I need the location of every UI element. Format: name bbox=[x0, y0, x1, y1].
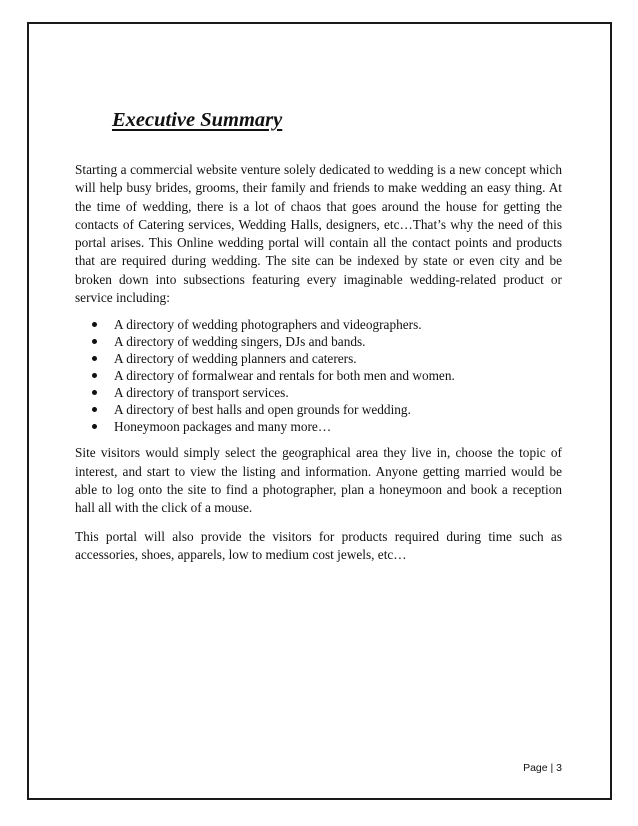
bullet-icon bbox=[92, 339, 97, 344]
list-item-text: A directory of transport services. bbox=[114, 385, 289, 401]
page-number: Page | 3 bbox=[523, 762, 562, 774]
visitors-paragraph: Site visitors would simply select the geographical area they live in, choose the topic of interest, and start to view the listing and information. Anyone getting married would be able to log onto the site to find a photographer, plan a honeymoon and book a reception hall all with the click of a mouse. bbox=[75, 445, 562, 516]
page-title: Executive Summary bbox=[112, 109, 283, 131]
document-body bbox=[75, 106, 562, 564]
bullet-icon bbox=[92, 356, 97, 361]
portal-paragraph: This portal will also provide the visitors for products required during time such as accessories, shoes, apparels, low to medium cost jewels, etc… bbox=[75, 528, 562, 562]
list-item bbox=[75, 384, 562, 401]
list-item-text: A directory of best halls and open grounds for wedding. bbox=[114, 402, 411, 418]
bullet-icon bbox=[92, 373, 97, 378]
list-item bbox=[75, 367, 562, 384]
bullet-list bbox=[75, 316, 562, 435]
list-item-text: A directory of wedding singers, DJs and bands. bbox=[114, 334, 366, 350]
list-item bbox=[75, 333, 562, 350]
bullet-icon bbox=[92, 390, 97, 395]
list-item bbox=[75, 418, 562, 435]
bullet-icon bbox=[92, 322, 97, 327]
list-item bbox=[75, 350, 562, 367]
list-item-text: A directory of wedding planners and caterers. bbox=[114, 351, 357, 367]
intro-paragraph: Starting a commercial website venture solely dedicated to wedding is a new concept which will help busy brides, grooms, their family and friends to make wedding an easy thing. At the time of wedding, there is a lot of chaos that goes around the house for getting the contacts of Catering services, Wedding Halls, designers, etc…That’s why the need of this portal arises. This Online wedding portal will contain all the contact points and products that are required during wedding. The site can be indexed by state or even city and be broken down into subsections featuring every imaginable wedding-related product or service including: bbox=[75, 162, 562, 306]
list-item-text: Honeymoon packages and many more… bbox=[114, 419, 332, 435]
bullet-icon bbox=[92, 407, 97, 412]
list-item-text: A directory of wedding photographers and videographers. bbox=[114, 317, 422, 333]
bullet-icon bbox=[92, 424, 97, 429]
list-item-text: A directory of formalwear and rentals for both men and women. bbox=[114, 368, 455, 384]
list-item bbox=[75, 401, 562, 418]
list-item bbox=[75, 316, 562, 333]
